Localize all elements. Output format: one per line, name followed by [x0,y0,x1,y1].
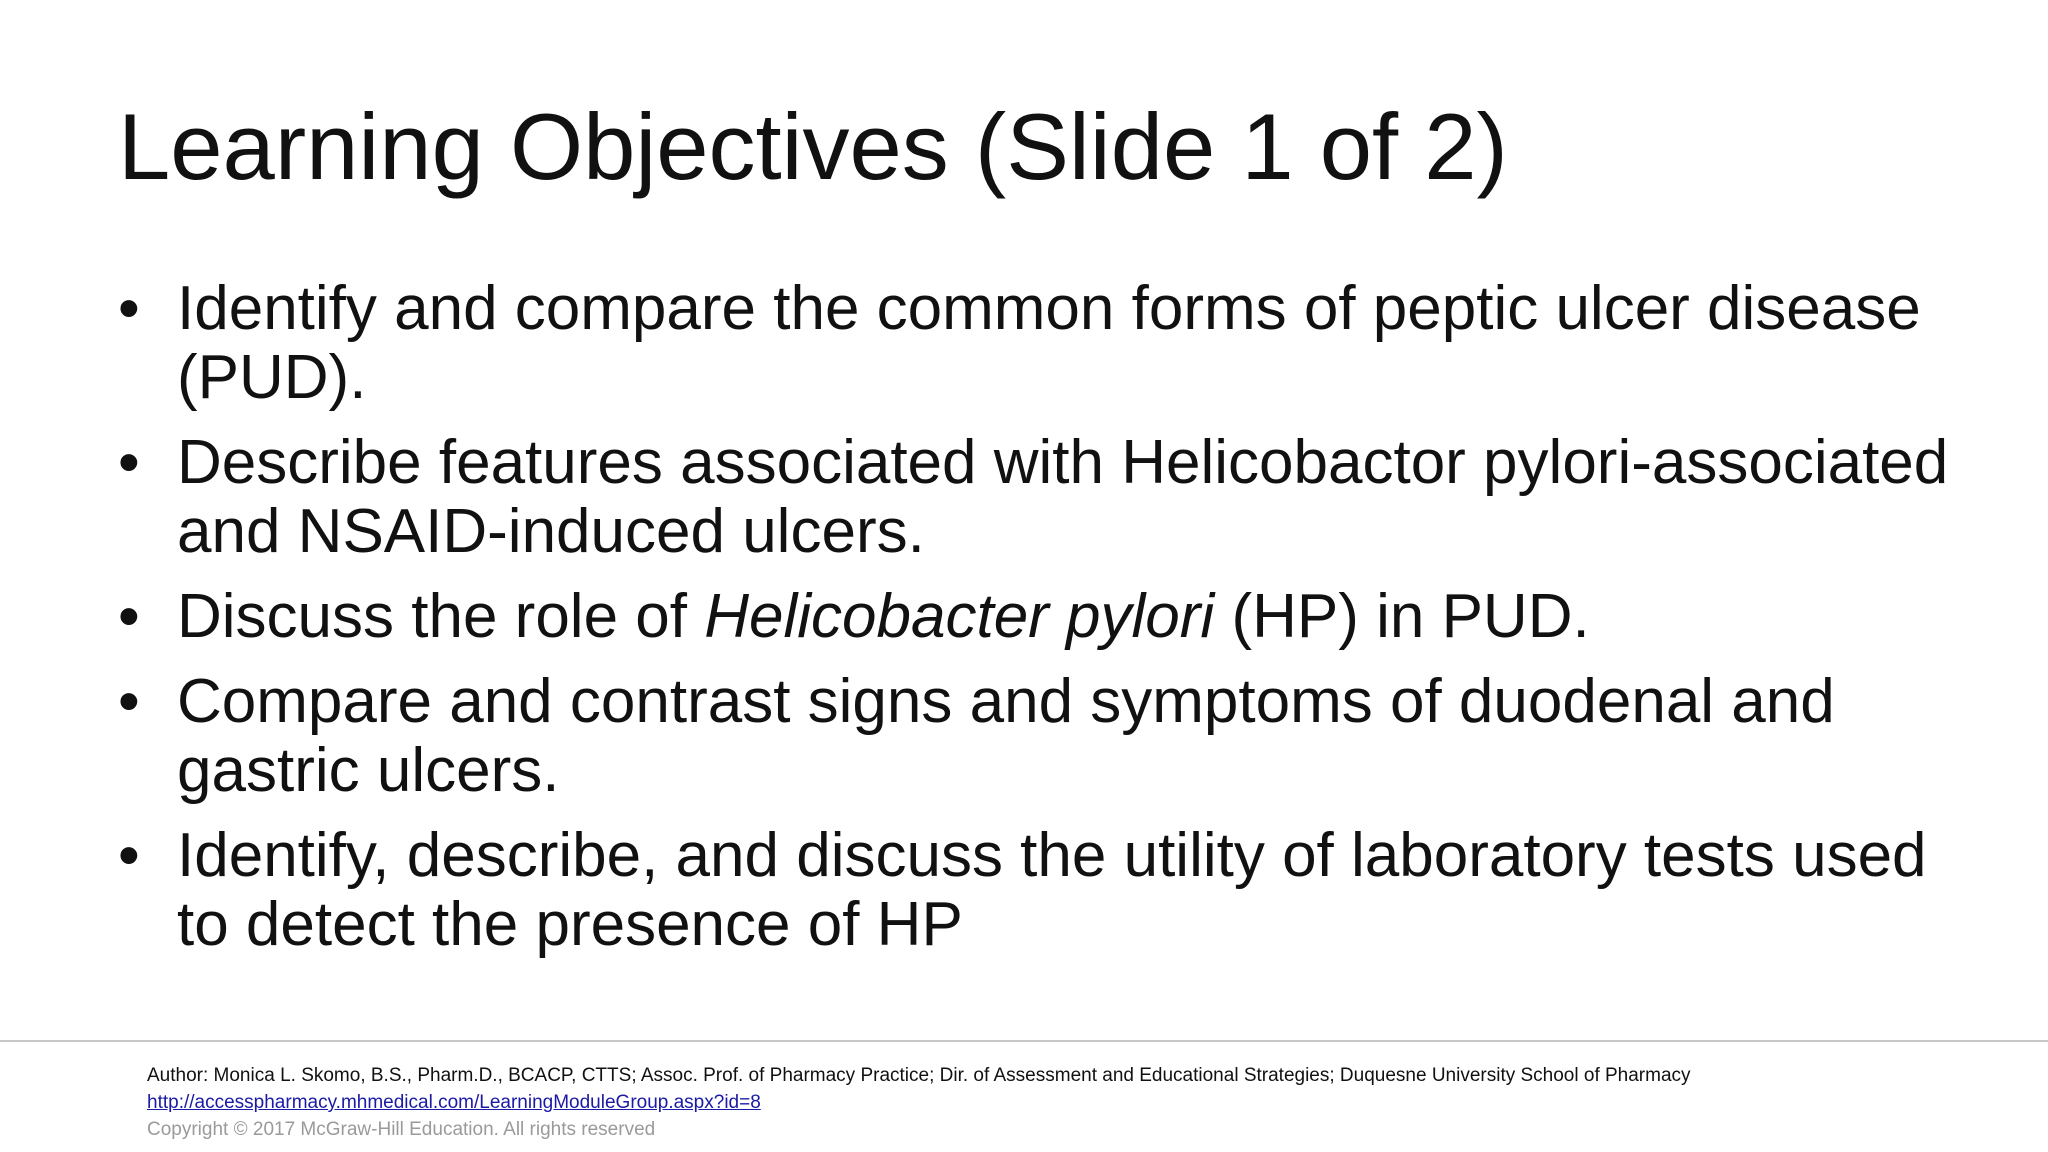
copyright-notice: Copyright © 2017 McGraw-Hill Education. All rights reserved [147,1119,656,1140]
bullet-marker: • [118,667,140,736]
objective-text-4: Compare and contrast signs and symptoms of duodenal and gastric ulcers. [177,667,1835,805]
objective-text-3-post: (HP) in PUD. [1214,582,1590,651]
objective-text-1: Identify and compare the common forms of peptic ulcer disease (PUD). [177,274,1921,412]
footer [147,1062,2027,1143]
bullet-marker: • [118,428,140,497]
objective-item-5 [118,821,1968,959]
objective-item-4 [118,667,1968,805]
objective-item-1 [118,274,1968,412]
bullet-marker: • [118,582,140,651]
bullet-marker: • [118,274,140,343]
slide-title: Learning Objectives (Slide 1 of 2) [118,94,1508,199]
objective-item-2 [118,428,1968,566]
objective-text-3 [177,582,1590,651]
footer-divider [0,1040,2048,1042]
organism-name: Helicobacter pylori [704,582,1215,651]
objective-text-5: Identify, describe, and discuss the utility of laboratory tests used to detect the presence of HP [177,821,1927,959]
objectives-list [118,274,1968,975]
bullet-marker: • [118,821,140,890]
objective-text-3-pre: Discuss the role of [177,582,705,651]
objective-text-2: Describe features associated with Helicobactor pylori-associated and NSAID-induced ulcers. [177,428,1949,566]
module-link[interactable]: http://accesspharmacy.mhmedical.com/LearningModuleGroup.aspx?id=8 [147,1092,761,1113]
objective-item-3 [118,582,1968,651]
author-credit: Author: Monica L. Skomo, B.S., Pharm.D., BCACP, CTTS; Assoc. Prof. of Pharmacy Practice; Dir. of Assessment and Educational Strategies; Duquesne University School of Pharmacy [147,1065,1691,1086]
